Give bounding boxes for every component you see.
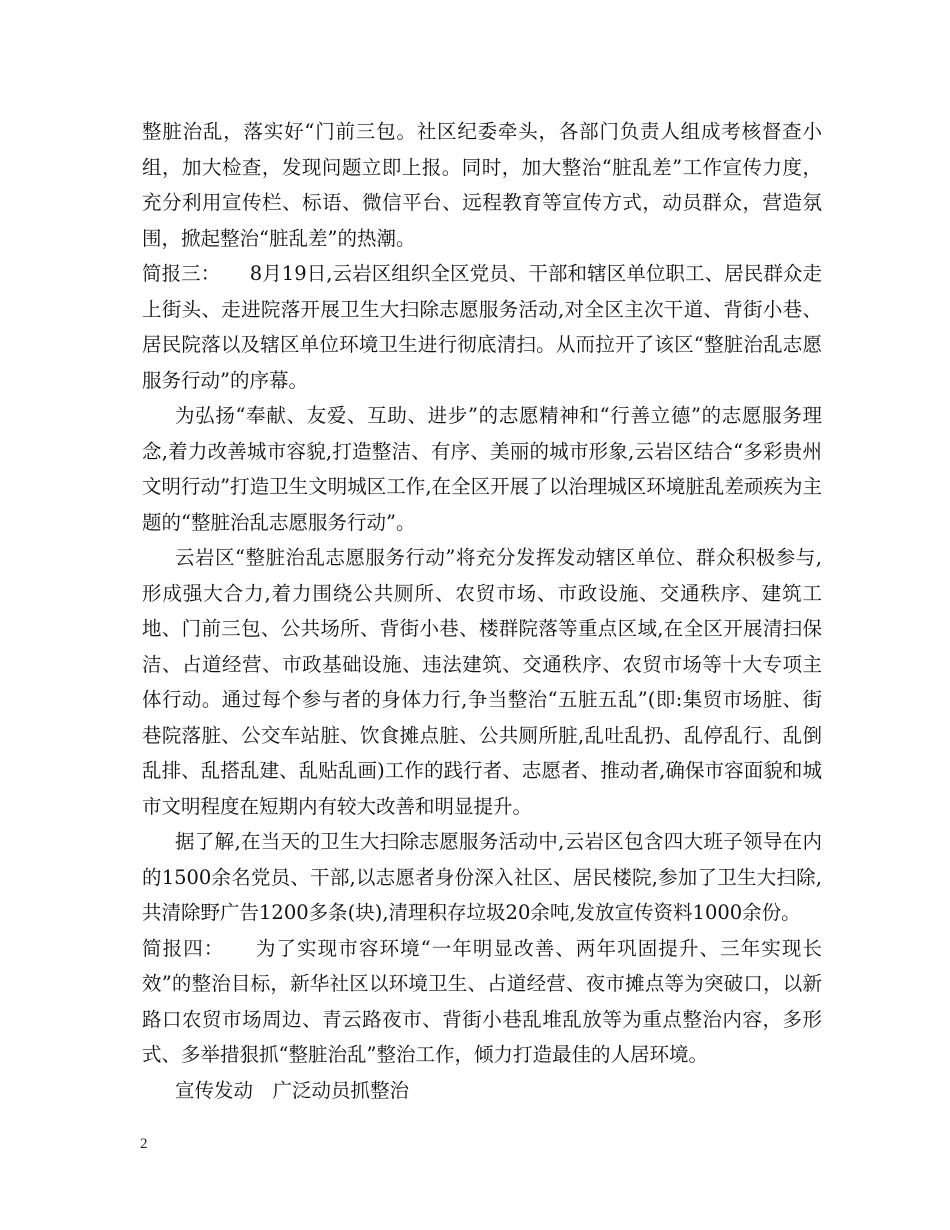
paragraph: 云岩区“整脏治乱志愿服务行动”将充分发挥发动辖区单位、群众积极参与,形成强大合力,着力围绕公共厕所、农贸市场、市政设施、交通秩序、建筑工地、门前三包、公共场所、背街小巷、楼群院落等重点区域,在全区开展清扫保洁、占道经营、市政基础设施、违法建筑、交通秩序、农贸市场等十大专项主体行动。通过每个参与者的身体力行,争当整治“五脏五乱”(即:集贸市场脏、街巷院落脏、公交车站脏、饮食摊点脏、公共厕所脏,乱吐乱扔、乱停乱行、乱倒乱排、乱搭乱建、乱贴乱画)工作的践行者、志愿者、推动者,确保市容面貌和城市文明程度在短期内有较大改善和明显提升。: [142, 546, 822, 818]
page-number: 2: [140, 1136, 148, 1152]
paragraph: 简报三： 8月19日,云岩区组织全区党员、干部和辖区单位职工、居民群众走上街头、走进院落开展卫生大扫除志愿服务活动,对全区主次干道、背街小巷、居民院落以及辖区单位环境卫生进行彻底清扫。从而拉开了该区“整脏治乱志愿服务行动”的序幕。: [142, 262, 822, 392]
paragraph: 整脏治乱，落实好“门前三包。社区纪委牵头，各部门负责人组成考核督查小组，加大检查，发现问题立即上报。同时，加大整治“脏乱差”工作宣传力度，充分利用宣传栏、标语、微信平台、远程教育等宣传方式，动员群众，营造氛围，掀起整治“脏乱差”的热潮。: [142, 120, 822, 250]
body-text: [142, 114, 822, 1108]
paragraph: 为弘扬“奉献、友爱、互助、进步”的志愿精神和“行善立德”的志愿服务理念,着力改善城市容貌,打造整洁、有序、美丽的城市形象,云岩区结合“多彩贵州文明行动”打造卫生文明城区工作,在全区开展了以治理城区环境脏乱差顽疾为主题的“整脏治乱志愿服务行动”。: [142, 404, 822, 534]
paragraph: 据了解,在当天的卫生大扫除志愿服务活动中,云岩区包含四大班子领导在内的1500余名党员、干部,以志愿者身份深入社区、居民楼院,参加了卫生大扫除,共清除野广告1200多条(块),清理积存垃圾20余吨,发放宣传资料1000余份。: [142, 830, 822, 924]
section-heading: 宣传发动 广泛动员抓整治: [175, 1078, 410, 1102]
paragraph: 简报四： 为了实现市容环境“一年明显改善、两年巩固提升、三年实现长效”的整治目标，新华社区以环境卫生、占道经营、夜市摊点等为突破口，以新路口农贸市场周边、青云路夜市、背街小巷乱堆乱放等为重点整治内容，多形式、多举措狠抓“整脏治乱”整治工作，倾力打造最佳的人居环境。: [142, 936, 822, 1066]
